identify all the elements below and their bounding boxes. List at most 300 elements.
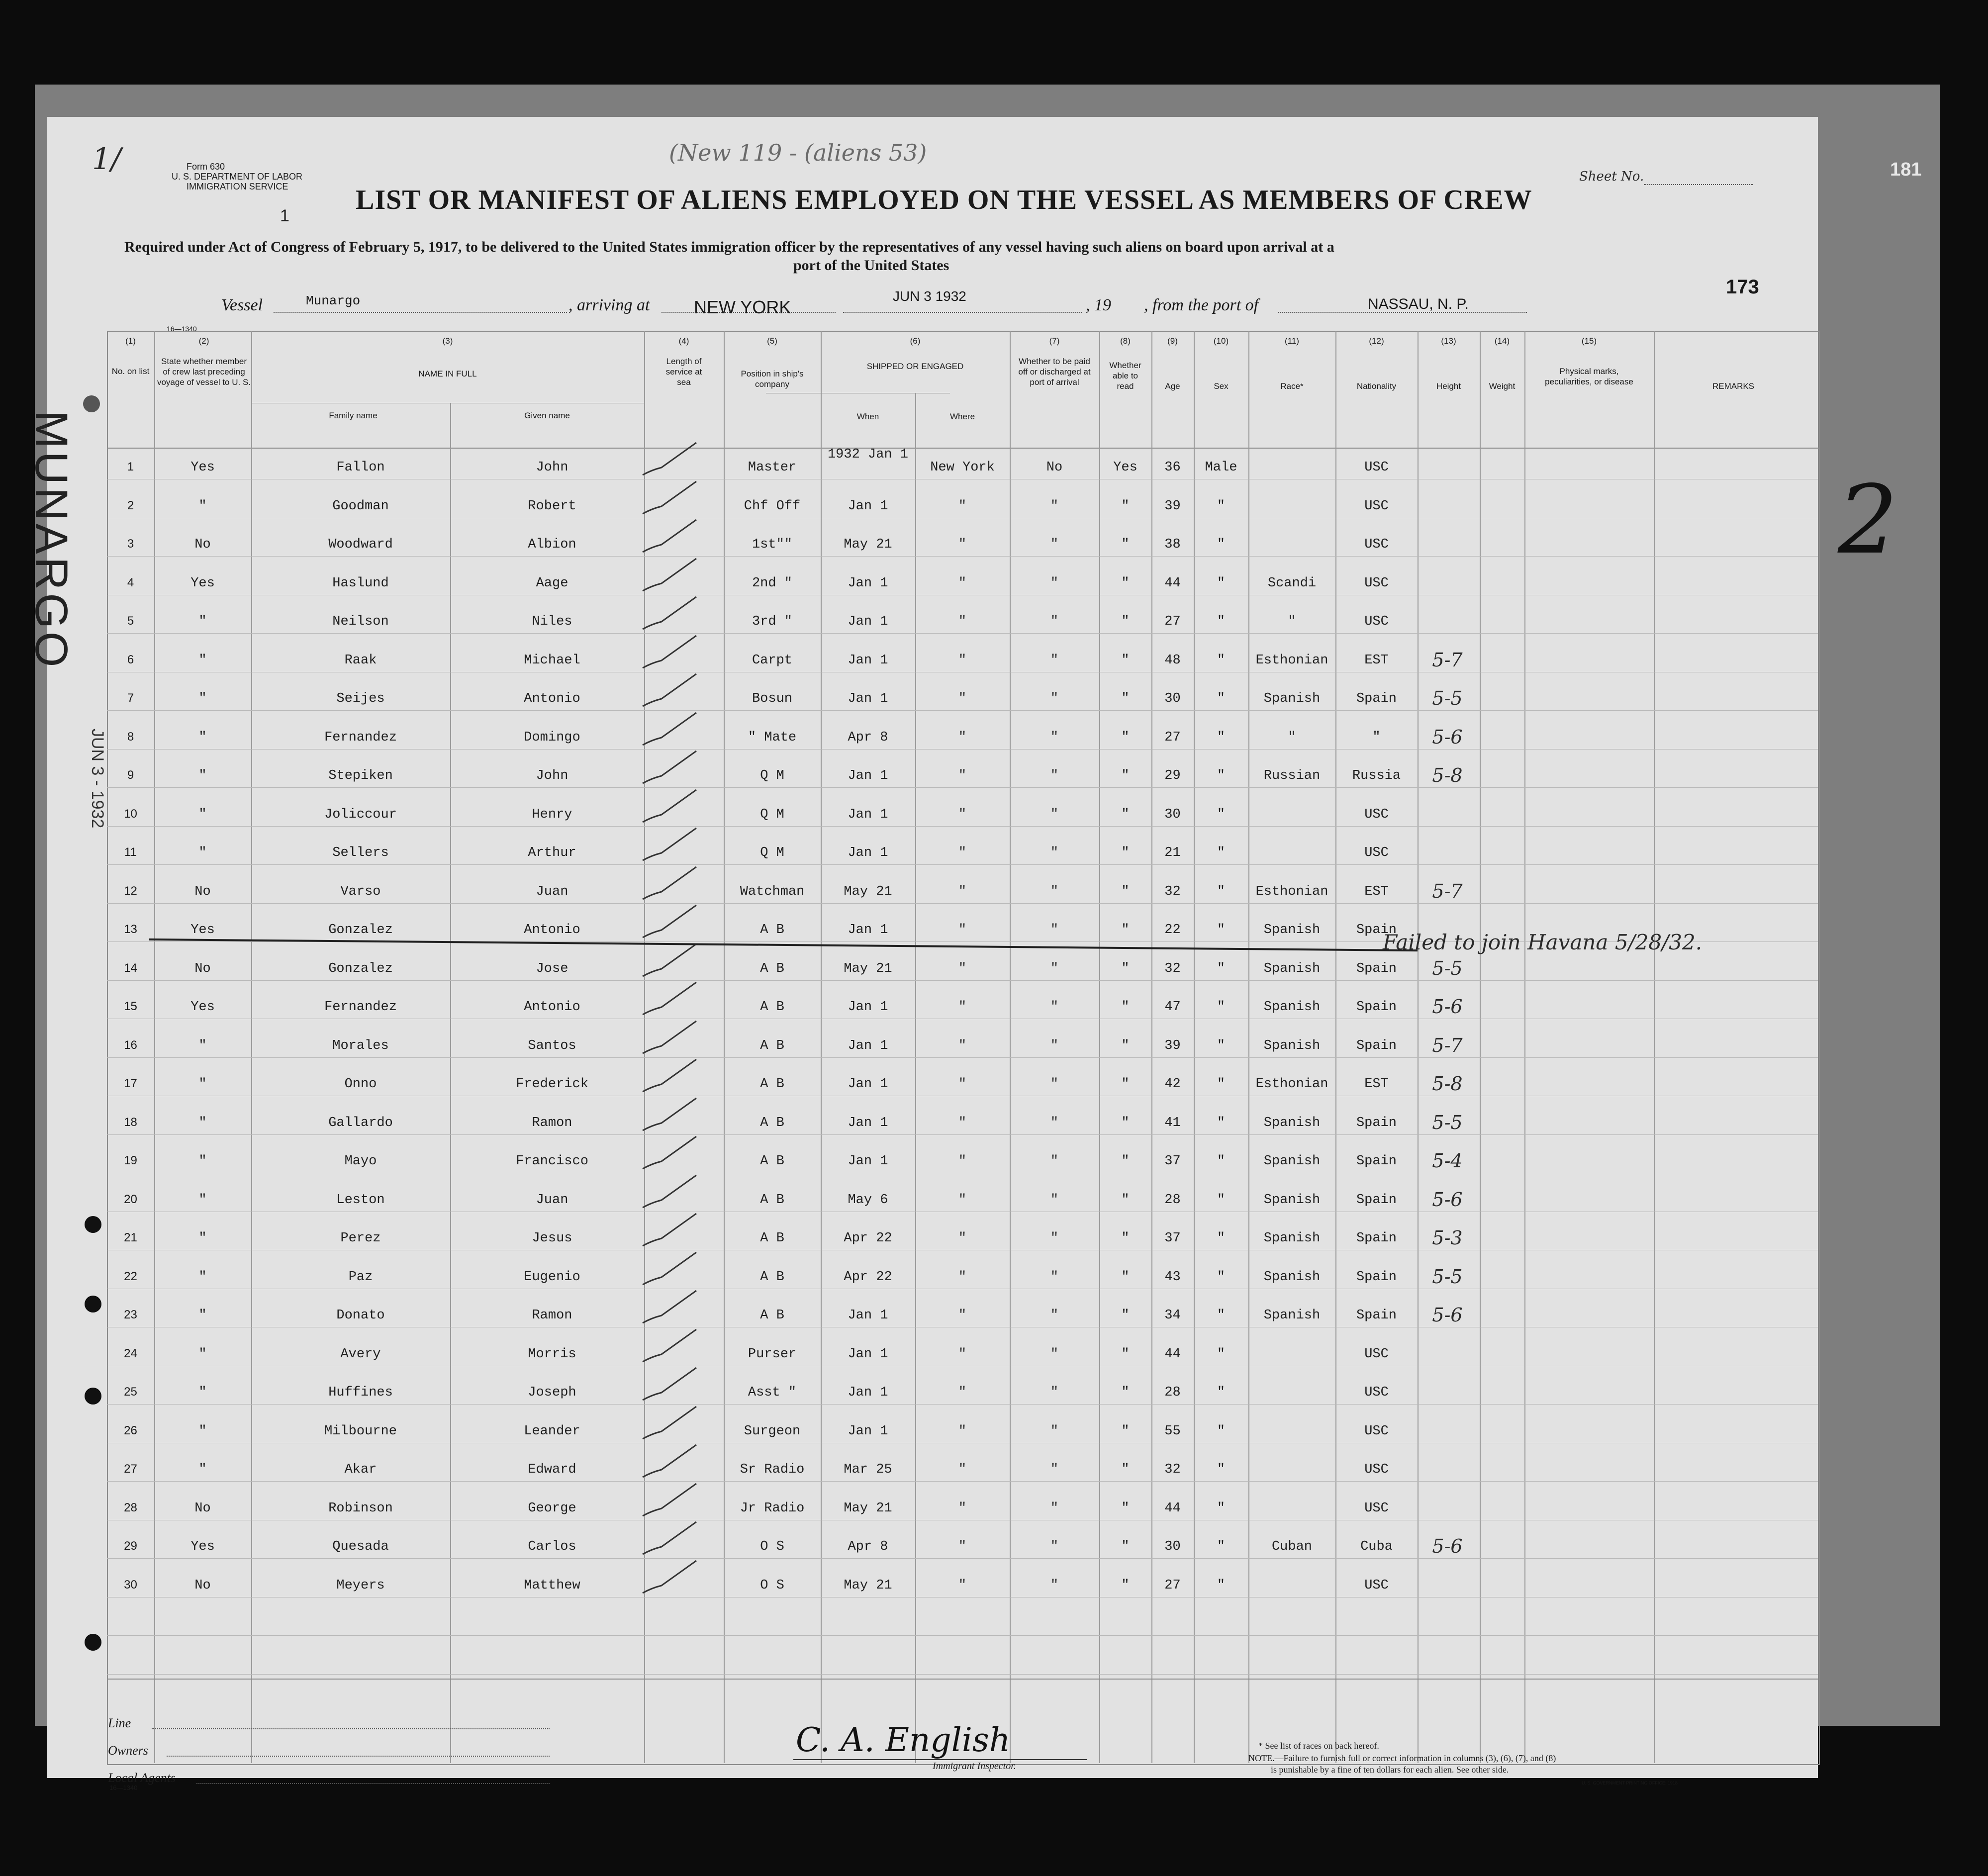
arrival-port: NEW YORK bbox=[694, 297, 791, 317]
col-2-num: (2) bbox=[198, 336, 209, 346]
cell-sex: " bbox=[1217, 730, 1226, 745]
cell-where: " bbox=[958, 1308, 967, 1323]
cell-where: " bbox=[958, 923, 967, 938]
cell-family: Milbourne bbox=[324, 1423, 397, 1439]
cell-when: May 21 bbox=[844, 537, 892, 552]
cell-given: Matthew bbox=[524, 1578, 580, 1593]
col-15-num: (15) bbox=[1581, 336, 1597, 346]
cell-race: " bbox=[1288, 730, 1296, 745]
service-check-mark bbox=[642, 826, 701, 865]
cell-family: Mayo bbox=[344, 1154, 377, 1169]
cell-no: 12 bbox=[124, 884, 137, 898]
col-1-num: (1) bbox=[125, 336, 136, 346]
sheet-no-label: Sheet No. bbox=[1579, 169, 1644, 184]
col-5-header bbox=[724, 336, 821, 389]
cell-no: 27 bbox=[124, 1462, 137, 1476]
cell-given: Jesus bbox=[532, 1231, 572, 1246]
cell-pos: A B bbox=[760, 1192, 784, 1208]
cell-family: Sellers bbox=[332, 845, 389, 860]
cell-where: " bbox=[958, 575, 967, 591]
col-11-header bbox=[1248, 336, 1335, 391]
cell-given: Santos bbox=[528, 1038, 576, 1053]
cell-age: 22 bbox=[1164, 923, 1181, 938]
cell-race: Spanish bbox=[1263, 1308, 1321, 1323]
ref-mark: 1 bbox=[280, 206, 289, 225]
cell-no: 21 bbox=[124, 1231, 137, 1244]
cell-nat: Russia bbox=[1352, 768, 1401, 783]
cell-where: " bbox=[958, 1578, 967, 1593]
row-rule bbox=[107, 1057, 1818, 1058]
cell-pos: A B bbox=[760, 1038, 784, 1053]
cell-no: 29 bbox=[124, 1539, 137, 1553]
cell-when: Jan 1 bbox=[848, 575, 888, 591]
cell-family: Morales bbox=[332, 1038, 389, 1053]
cell-read: " bbox=[1121, 884, 1130, 899]
cell-race: " bbox=[1288, 614, 1296, 629]
cell-when: Jan 1 bbox=[848, 614, 888, 629]
cell-pos: 3rd " bbox=[752, 614, 792, 629]
cell-nat: Spain bbox=[1356, 1038, 1397, 1053]
cell-age: 48 bbox=[1164, 653, 1181, 668]
line-underline bbox=[152, 1728, 550, 1729]
cell-race: Esthonian bbox=[1255, 653, 1328, 668]
cell-family: Quesada bbox=[332, 1539, 389, 1554]
cell-nat: Cuba bbox=[1360, 1539, 1393, 1554]
cell-family: Gallardo bbox=[328, 1115, 393, 1130]
service-check-mark bbox=[642, 479, 701, 519]
table-code: 16—1340 bbox=[167, 325, 197, 333]
cell-paid: " bbox=[1050, 653, 1059, 668]
cell-no: 5 bbox=[127, 614, 134, 628]
cell-age: 32 bbox=[1164, 1462, 1181, 1477]
cell-family: Donato bbox=[336, 1308, 385, 1323]
date-stamp: JUN 3 - 1932 bbox=[88, 729, 107, 829]
row-rule bbox=[107, 749, 1818, 750]
cell-family: Leston bbox=[336, 1192, 385, 1208]
service-check-mark bbox=[642, 1211, 701, 1251]
cell-paid: " bbox=[1050, 1077, 1059, 1092]
cell-pos: Asst " bbox=[748, 1385, 797, 1400]
cell-read: " bbox=[1121, 1269, 1130, 1285]
cell-when: Jan 1 bbox=[848, 691, 888, 706]
cell-pos: A B bbox=[760, 961, 784, 976]
cell-when: May 21 bbox=[844, 1578, 892, 1593]
punch-hole bbox=[85, 1388, 101, 1405]
cell-height: 5-3 bbox=[1432, 1227, 1463, 1249]
cell-where: " bbox=[958, 1038, 967, 1053]
service-check-mark bbox=[642, 671, 701, 711]
cell-no: 22 bbox=[124, 1269, 137, 1283]
cell-age: 30 bbox=[1164, 691, 1181, 706]
vessel-label: Vessel bbox=[221, 296, 263, 314]
cell-family: Goodman bbox=[332, 498, 389, 514]
cell-race: Esthonian bbox=[1255, 1077, 1328, 1092]
cell-height: 5-6 bbox=[1432, 1535, 1463, 1557]
cell-where: " bbox=[958, 498, 967, 514]
cell-nat: USC bbox=[1364, 1346, 1389, 1362]
cell-sex: " bbox=[1217, 1192, 1226, 1208]
cell-given: Arthur bbox=[528, 845, 576, 860]
cell-age: 44 bbox=[1164, 1501, 1181, 1516]
cell-family: Haslund bbox=[332, 575, 389, 591]
cell-where: " bbox=[958, 768, 967, 783]
cell-no: 16 bbox=[124, 1038, 137, 1052]
cell-height: 5-5 bbox=[1432, 1265, 1463, 1288]
cell-prev: Yes bbox=[190, 923, 215, 938]
margin-mark: 2 bbox=[1838, 465, 1898, 575]
cell-prev: Yes bbox=[190, 1539, 215, 1554]
col-11-num: (11) bbox=[1285, 336, 1299, 346]
cell-pos: Carpt bbox=[752, 653, 792, 668]
cell-family: Neilson bbox=[332, 614, 389, 629]
cell-pos: O S bbox=[760, 1578, 784, 1593]
cell-prev: " bbox=[198, 1423, 207, 1439]
row-rule bbox=[107, 903, 1818, 904]
cell-given: Leander bbox=[524, 1423, 580, 1439]
cell-nat: Spain bbox=[1356, 1308, 1397, 1323]
cell-pos: Q M bbox=[760, 807, 784, 822]
cell-no: 28 bbox=[124, 1501, 137, 1514]
cell-nat: USC bbox=[1364, 807, 1389, 822]
cell-pos: Purser bbox=[748, 1346, 797, 1362]
cell-paid: " bbox=[1050, 923, 1059, 938]
col-9-label: Age bbox=[1165, 381, 1180, 391]
cell-when: Jan 1 bbox=[848, 1077, 888, 1092]
cell-where: " bbox=[958, 1269, 967, 1285]
cell-nat: Spain bbox=[1356, 1231, 1397, 1246]
service-check-mark bbox=[642, 1134, 701, 1174]
cell-prev: " bbox=[198, 1308, 207, 1323]
cell-sex: " bbox=[1217, 653, 1226, 668]
cell-prev: " bbox=[198, 653, 207, 668]
cell-age: 34 bbox=[1164, 1308, 1181, 1323]
cell-pos: 1st"" bbox=[752, 537, 792, 552]
cell-when: 1932 Jan 1 bbox=[827, 447, 909, 462]
cell-nat: USC bbox=[1364, 614, 1389, 629]
cell-family: Fernandez bbox=[324, 1000, 397, 1015]
punch-hole bbox=[85, 1634, 101, 1651]
cell-read: " bbox=[1121, 1501, 1130, 1516]
cell-read: " bbox=[1121, 845, 1130, 860]
cell-pos: Q M bbox=[760, 768, 784, 783]
cell-read: " bbox=[1121, 498, 1130, 514]
cell-where: " bbox=[958, 807, 967, 822]
row-rule bbox=[107, 710, 1818, 711]
service-check-mark bbox=[642, 556, 701, 596]
cell-where: " bbox=[958, 1192, 967, 1208]
cell-when: Jan 1 bbox=[848, 768, 888, 783]
cell-paid: " bbox=[1050, 807, 1059, 822]
col-1-header bbox=[107, 336, 154, 376]
row-rule bbox=[107, 787, 1818, 788]
form-info bbox=[172, 162, 302, 191]
row-rule bbox=[107, 1635, 1818, 1636]
cell-when: May 21 bbox=[844, 884, 892, 899]
list-number: 173 bbox=[1726, 276, 1759, 298]
cell-no: 19 bbox=[124, 1154, 137, 1167]
column-rule bbox=[450, 403, 451, 1763]
row-13-remark: Failed to join Havana 5/28/32. bbox=[1383, 930, 1703, 954]
cell-height: 5-7 bbox=[1432, 649, 1463, 671]
cell-read: " bbox=[1121, 1077, 1130, 1092]
page-number: 181 bbox=[1890, 159, 1922, 180]
cell-sex: " bbox=[1217, 1154, 1226, 1169]
service-name: IMMIGRATION SERVICE bbox=[187, 182, 288, 191]
cell-age: 38 bbox=[1164, 537, 1181, 552]
cell-when: Apr 22 bbox=[844, 1231, 892, 1246]
cell-no: 30 bbox=[124, 1578, 137, 1592]
owners-label: Owners bbox=[108, 1743, 148, 1758]
cell-given: Juan bbox=[536, 1192, 568, 1208]
service-check-mark bbox=[642, 440, 701, 480]
cell-prev: " bbox=[198, 498, 207, 514]
row-rule bbox=[107, 864, 1818, 865]
cell-sex: " bbox=[1217, 1385, 1226, 1400]
cell-no: 23 bbox=[124, 1308, 137, 1321]
cell-sex: " bbox=[1217, 1346, 1226, 1362]
service-check-mark bbox=[642, 1327, 701, 1367]
cell-prev: No bbox=[194, 961, 211, 976]
agents-code: 16—1340 bbox=[109, 1784, 138, 1791]
cell-given: Joseph bbox=[528, 1385, 576, 1400]
cell-given: Niles bbox=[532, 614, 572, 629]
cell-nat: EST bbox=[1364, 653, 1389, 668]
cell-where: " bbox=[958, 1501, 967, 1516]
cell-age: 27 bbox=[1164, 1578, 1181, 1593]
cell-given: Francisco bbox=[516, 1154, 588, 1169]
cell-read: " bbox=[1121, 1000, 1130, 1015]
service-check-mark bbox=[642, 1481, 701, 1521]
cell-nat: USC bbox=[1364, 498, 1389, 514]
cell-paid: " bbox=[1050, 1385, 1059, 1400]
cell-race: Cuban bbox=[1271, 1539, 1312, 1554]
cell-given: Aage bbox=[536, 575, 568, 591]
cell-family: Raak bbox=[344, 653, 377, 668]
col-4-label: Length of service at sea bbox=[665, 357, 702, 387]
cell-paid: " bbox=[1050, 1462, 1059, 1477]
col-6-label: SHIPPED OR ENGAGED bbox=[866, 362, 964, 371]
cell-height: 5-8 bbox=[1432, 764, 1463, 786]
cell-paid: " bbox=[1050, 1578, 1059, 1593]
where-header: Where bbox=[949, 412, 975, 421]
cell-sex: " bbox=[1217, 1539, 1226, 1554]
col-8-num: (8) bbox=[1120, 336, 1131, 346]
cell-paid: " bbox=[1050, 845, 1059, 860]
cell-prev: No bbox=[194, 1578, 211, 1593]
cell-when: Jan 1 bbox=[848, 1385, 888, 1400]
cell-no: 15 bbox=[124, 1000, 137, 1013]
cell-read: " bbox=[1121, 1308, 1130, 1323]
col-9-num: (9) bbox=[1167, 336, 1178, 346]
cell-prev: No bbox=[194, 884, 211, 899]
cell-read: " bbox=[1121, 1462, 1130, 1477]
punch-hole bbox=[85, 1296, 101, 1313]
cell-given: Carlos bbox=[528, 1539, 576, 1554]
cell-nat: Spain bbox=[1356, 1154, 1397, 1169]
cell-no: 14 bbox=[124, 961, 137, 975]
line-label: Line bbox=[108, 1716, 131, 1730]
col-3-header bbox=[251, 336, 644, 379]
header-bottom-rule bbox=[107, 448, 1819, 449]
cell-where: " bbox=[958, 537, 967, 552]
col-11-label: Race* bbox=[1280, 381, 1304, 391]
cell-family: Gonzalez bbox=[328, 961, 393, 976]
cell-paid: " bbox=[1050, 1000, 1059, 1015]
cell-paid: " bbox=[1050, 1269, 1059, 1285]
cell-age: 21 bbox=[1164, 845, 1181, 860]
cell-pos: A B bbox=[760, 1154, 784, 1169]
cell-family: Fernandez bbox=[324, 730, 397, 745]
cell-no: 20 bbox=[124, 1192, 137, 1206]
cell-pos: Bosun bbox=[752, 691, 792, 706]
cell-where: " bbox=[958, 730, 967, 745]
cell-nat: USC bbox=[1364, 845, 1389, 860]
cell-sex: " bbox=[1217, 1115, 1226, 1130]
cell-pos: A B bbox=[760, 1115, 784, 1130]
cell-pos: O S bbox=[760, 1539, 784, 1554]
cell-family: Meyers bbox=[336, 1578, 385, 1593]
cell-race: Spanish bbox=[1263, 1000, 1321, 1015]
cell-sex: " bbox=[1217, 1000, 1226, 1015]
cell-paid: " bbox=[1050, 1308, 1059, 1323]
cell-sex: " bbox=[1217, 961, 1226, 976]
punch-hole bbox=[85, 1216, 101, 1233]
cell-no: 4 bbox=[127, 575, 134, 589]
row-rule bbox=[107, 633, 1818, 634]
col-12-num: (12) bbox=[1369, 336, 1384, 346]
cell-family: Woodward bbox=[328, 537, 393, 552]
cell-prev: Yes bbox=[190, 575, 215, 591]
cell-race: Russian bbox=[1263, 768, 1321, 783]
cell-age: 55 bbox=[1164, 1423, 1181, 1439]
cell-prev: " bbox=[198, 845, 207, 860]
cell-age: 30 bbox=[1164, 1539, 1181, 1554]
col-10-label: Sex bbox=[1214, 381, 1229, 391]
cell-nat: USC bbox=[1364, 1385, 1389, 1400]
cell-prev: " bbox=[198, 730, 207, 745]
cell-read: " bbox=[1121, 923, 1130, 938]
cell-pos: Surgeon bbox=[744, 1423, 801, 1439]
when-header: When bbox=[856, 412, 879, 421]
cell-height: 5-8 bbox=[1432, 1073, 1463, 1095]
cell-nat: Spain bbox=[1356, 923, 1397, 938]
cell-when: Jan 1 bbox=[848, 845, 888, 860]
cell-family: Perez bbox=[340, 1231, 381, 1246]
cell-read: " bbox=[1121, 614, 1130, 629]
cell-where: " bbox=[958, 1539, 967, 1554]
signature-line bbox=[793, 1759, 1087, 1760]
cell-read: " bbox=[1121, 575, 1130, 591]
cell-paid: " bbox=[1050, 1192, 1059, 1208]
cell-when: Jan 1 bbox=[848, 1000, 888, 1015]
cell-when: Jan 1 bbox=[848, 1115, 888, 1130]
cell-race: Esthonian bbox=[1255, 884, 1328, 899]
service-check-mark bbox=[642, 1057, 701, 1097]
cell-family: Varso bbox=[340, 884, 381, 899]
cell-prev: " bbox=[198, 1077, 207, 1092]
cell-sex: " bbox=[1217, 1269, 1226, 1285]
cell-given: Edward bbox=[528, 1462, 576, 1477]
cell-given: Jose bbox=[536, 961, 568, 976]
cell-given: Robert bbox=[528, 498, 576, 514]
cell-where: " bbox=[958, 884, 967, 899]
cell-prev: " bbox=[198, 1154, 207, 1169]
col-12-label: Nationality bbox=[1356, 381, 1397, 391]
fine-note: is punishable by a fine of ten dollars for each alien. See other side. bbox=[1271, 1765, 1509, 1775]
cell-pos: Chf Off bbox=[744, 498, 801, 514]
cell-race: Spanish bbox=[1263, 1154, 1321, 1169]
row-rule bbox=[107, 1134, 1818, 1135]
cell-given: Henry bbox=[532, 807, 572, 822]
cell-age: 42 bbox=[1164, 1077, 1181, 1092]
row-rule bbox=[107, 980, 1818, 981]
col-13-num: (13) bbox=[1441, 336, 1456, 346]
cell-given: Domingo bbox=[524, 730, 580, 745]
cell-sex: " bbox=[1217, 614, 1226, 629]
service-check-mark bbox=[642, 1250, 701, 1290]
cell-read: " bbox=[1121, 1192, 1130, 1208]
col-14-num: (14) bbox=[1494, 336, 1510, 346]
cell-age: 27 bbox=[1164, 730, 1181, 745]
pencil-note: (New 119 - (aliens 53) bbox=[669, 139, 927, 166]
cell-where: " bbox=[958, 614, 967, 629]
cell-family: Avery bbox=[340, 1346, 381, 1362]
cell-where: " bbox=[958, 1385, 967, 1400]
cell-nat: Spain bbox=[1356, 961, 1397, 976]
cell-no: 11 bbox=[124, 845, 137, 859]
cell-prev: " bbox=[198, 1346, 207, 1362]
col-5-num: (5) bbox=[767, 336, 777, 346]
column-rule bbox=[1524, 331, 1525, 1763]
cell-family: Huffines bbox=[328, 1385, 393, 1400]
cell-paid: " bbox=[1050, 575, 1059, 591]
cell-pos: " Mate bbox=[748, 730, 797, 745]
form-id: Form 630 bbox=[187, 162, 225, 172]
cell-read: " bbox=[1121, 1115, 1130, 1130]
subtitle-line-2: port of the United States bbox=[793, 257, 949, 274]
cell-height: 5-4 bbox=[1432, 1150, 1463, 1172]
cell-nat: USC bbox=[1364, 460, 1389, 475]
cell-sex: " bbox=[1217, 575, 1226, 591]
cell-prev: " bbox=[198, 807, 207, 822]
cell-age: 44 bbox=[1164, 575, 1181, 591]
cell-paid: " bbox=[1050, 1038, 1059, 1053]
cell-when: Jan 1 bbox=[848, 1154, 888, 1169]
from-port: NASSAU, N. P. bbox=[1368, 296, 1469, 312]
cell-paid: " bbox=[1050, 961, 1059, 976]
cell-given: Juan bbox=[536, 884, 568, 899]
remarks-header bbox=[1654, 336, 1813, 391]
cell-sex: " bbox=[1217, 768, 1226, 783]
cell-age: 37 bbox=[1164, 1231, 1181, 1246]
local-agents-label: Local Agents bbox=[108, 1771, 176, 1785]
cell-given: Eugenio bbox=[524, 1269, 580, 1285]
remarks-label: REMARKS bbox=[1712, 381, 1755, 391]
cell-given: Ramon bbox=[532, 1308, 572, 1323]
top-left-mark: 1/ bbox=[92, 142, 121, 177]
service-check-mark bbox=[642, 1404, 701, 1444]
cell-when: May 21 bbox=[844, 961, 892, 976]
cell-family: Paz bbox=[348, 1269, 373, 1285]
service-check-mark bbox=[642, 941, 701, 981]
cell-no: 2 bbox=[127, 498, 134, 512]
cell-where: " bbox=[958, 1115, 967, 1130]
cell-sex: " bbox=[1217, 845, 1226, 860]
cell-age: 29 bbox=[1164, 768, 1181, 783]
cell-nat: " bbox=[1372, 730, 1381, 745]
cell-no: 8 bbox=[127, 730, 134, 744]
cell-when: May 6 bbox=[848, 1192, 888, 1208]
